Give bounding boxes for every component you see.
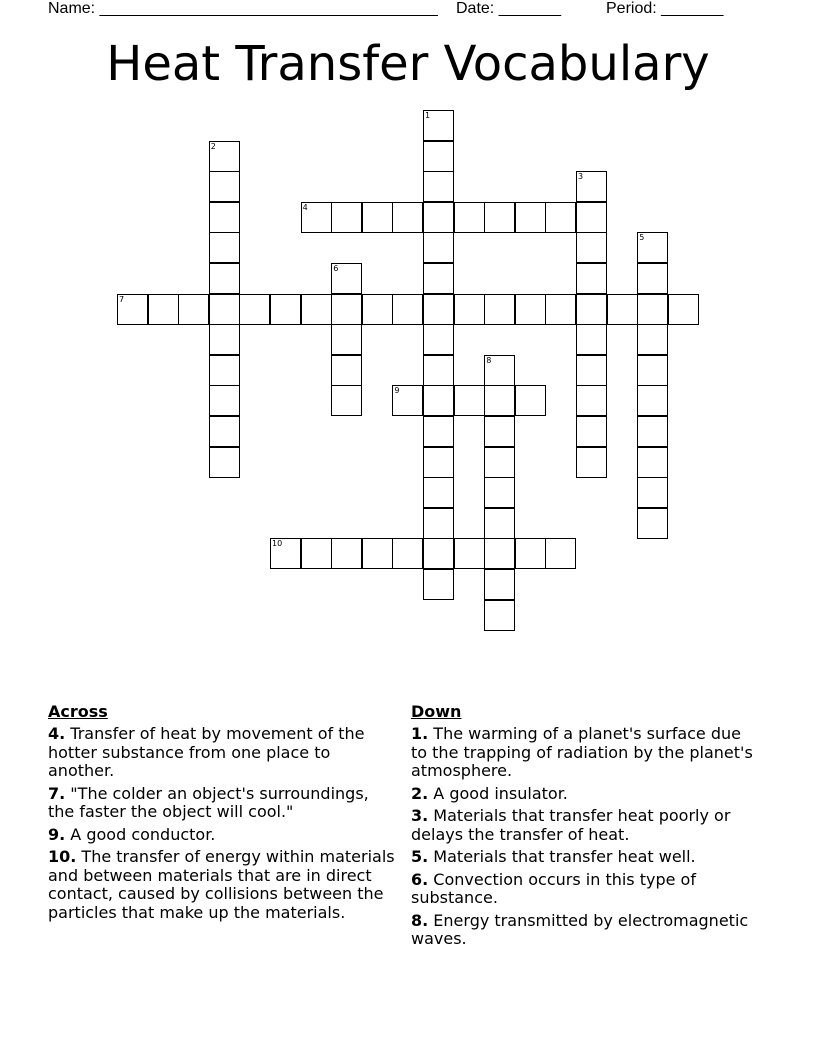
grid-cell[interactable] [423,324,454,355]
grid-cell[interactable] [484,447,515,478]
clue-number-label: 2. [411,783,429,803]
grid-cell[interactable] [209,141,240,172]
grid-cell[interactable] [209,355,240,386]
grid-cell[interactable] [576,447,607,478]
grid-cell[interactable] [484,569,515,600]
grid-cell[interactable] [270,538,301,569]
clue-number: 4 [302,202,308,212]
clue-text: Materials that transfer heat poorly or delays the transfer of heat. [411,806,731,844]
grid-cell[interactable] [423,263,454,294]
grid-cell[interactable] [209,324,240,355]
grid-cell[interactable] [209,294,240,325]
across-clue-list [48,725,398,922]
grid-cell[interactable] [209,263,240,294]
grid-cell[interactable] [423,232,454,263]
clue-text: Convection occurs in this type of substance. [411,869,696,907]
grid-cell[interactable] [392,202,423,233]
grid-cell[interactable] [484,600,515,631]
grid-cell[interactable] [331,202,362,233]
down-clues [411,702,761,953]
grid-cell[interactable] [423,294,454,325]
grid-cell[interactable] [209,232,240,263]
grid-cell[interactable] [545,294,576,325]
grid-cell[interactable] [423,385,454,416]
grid-cell[interactable] [392,385,423,416]
down-clue [411,848,761,867]
grid-cell[interactable] [423,447,454,478]
grid-cell[interactable] [484,294,515,325]
grid-cell[interactable] [484,538,515,569]
down-clue [411,725,761,781]
grid-cell[interactable] [331,324,362,355]
grid-cell[interactable] [392,294,423,325]
clue-number: 8 [486,355,492,365]
grid-cell[interactable] [484,355,515,386]
clue-number-label: 7. [48,783,66,803]
down-clue [411,912,761,949]
grid-cell[interactable] [454,385,485,416]
grid-cell[interactable] [576,416,607,447]
grid-cell[interactable] [392,538,423,569]
clue-number-label: 4. [48,724,66,743]
down-clue [411,807,761,844]
grid-cell[interactable] [331,538,362,569]
clue-text: A good conductor. [65,824,216,844]
grid-cell[interactable] [423,538,454,569]
down-clue-list [411,725,761,949]
clue-text: A good insulator. [428,783,568,803]
grid-cell[interactable] [423,569,454,600]
grid-cell[interactable] [576,355,607,386]
clue-number: 7 [119,294,125,304]
grid-cell[interactable] [362,294,393,325]
grid-cell[interactable] [637,355,668,386]
across-clue [48,725,398,781]
grid-cell[interactable] [117,294,148,325]
grid-cell[interactable] [637,232,668,263]
grid-cell[interactable] [637,508,668,539]
clue-number-label: 1. [411,724,429,743]
grid-cell[interactable] [454,202,485,233]
grid-cell[interactable] [423,202,454,233]
page-title: Heat Transfer Vocabulary [106,36,710,92]
clue-number-label: 10. [48,847,77,866]
grid-cell[interactable] [637,447,668,478]
grid-cell[interactable] [545,202,576,233]
grid-cell[interactable] [484,416,515,447]
clue-text: "The colder an object's surroundings, the faster the object will cool." [48,783,369,821]
grid-cell[interactable] [545,538,576,569]
across-clue [48,785,398,822]
clue-text: Energy transmitted by electromagnetic waves. [411,910,749,948]
grid-cell[interactable] [209,171,240,202]
across-clue [48,848,398,922]
clue-text: The transfer of energy within materials and between materials that are in direct contact, caused by collisions between the particles that make up the materials. [48,847,395,922]
down-clue [411,871,761,908]
grid-cell[interactable] [484,202,515,233]
clue-number-label: 5. [411,847,429,866]
grid-cell[interactable] [576,385,607,416]
clue-number: 2 [210,141,216,151]
grid-cell[interactable] [576,202,607,233]
grid-cell[interactable] [637,294,668,325]
clue-text: The warming of a planet's surface due to the trapping of radiation by the planet's atmosphere. [411,724,753,780]
grid-cell[interactable] [423,141,454,172]
grid-cell[interactable] [637,416,668,447]
across-heading: Across [48,702,108,721]
clue-number: 3 [578,172,584,182]
period-field[interactable]: Period: _______ [606,0,724,17]
grid-cell[interactable] [423,110,454,141]
grid-cell[interactable] [209,416,240,447]
grid-cell[interactable] [637,385,668,416]
clue-number: 9 [394,386,400,396]
clue-number: 10 [272,539,283,549]
grid-cell[interactable] [423,416,454,447]
grid-cell[interactable] [515,385,546,416]
clue-number: 5 [639,233,645,243]
grid-cell[interactable] [668,294,699,325]
grid-cell[interactable] [637,477,668,508]
down-clue [411,785,761,804]
grid-cell[interactable] [576,324,607,355]
grid-cell[interactable] [209,447,240,478]
grid-cell[interactable] [331,263,362,294]
clue-number-label: 3. [411,806,429,825]
grid-cell[interactable] [301,538,332,569]
grid-cell[interactable] [209,202,240,233]
grid-cell[interactable] [362,538,393,569]
across-clues [48,702,398,926]
date-field[interactable]: Date: _______ [456,0,561,17]
across-clue [48,826,398,845]
grid-cell[interactable] [576,263,607,294]
grid-cell[interactable] [423,477,454,508]
clue-number: 1 [425,111,431,120]
grid-cell[interactable] [148,294,179,325]
grid-cell[interactable] [301,294,332,325]
grid-cell[interactable] [423,355,454,386]
grid-cell[interactable] [209,385,240,416]
grid-cell[interactable] [331,294,362,325]
grid-cell[interactable] [331,385,362,416]
down-heading: Down [411,702,462,721]
name-field[interactable]: Name: ______________________________________ [48,0,438,17]
grid-cell[interactable] [301,202,332,233]
grid-cell[interactable] [637,263,668,294]
clue-number-label: 8. [411,910,429,930]
grid-cell[interactable] [607,294,638,325]
grid-cell[interactable] [515,538,546,569]
grid-cell[interactable] [484,385,515,416]
grid-cell[interactable] [454,538,485,569]
grid-cell[interactable] [454,294,485,325]
grid-cell[interactable] [515,202,546,233]
grid-cell[interactable] [362,202,393,233]
grid-cell[interactable] [423,508,454,539]
clue-number-label: 9. [48,824,66,844]
clue-text: Materials that transfer heat well. [428,847,696,866]
grid-cell[interactable] [270,294,301,325]
clue-number-label: 6. [411,869,429,889]
grid-cell[interactable] [239,294,270,325]
clue-text: Transfer of heat by movement of the hotter substance from one place to another. [48,724,365,780]
grid-cell[interactable] [637,324,668,355]
grid-cell[interactable] [331,355,362,386]
grid-cell[interactable] [484,477,515,508]
grid-cell[interactable] [423,171,454,202]
grid-cell[interactable] [576,171,607,202]
grid-cell[interactable] [484,508,515,539]
grid-cell[interactable] [576,294,607,325]
grid-cell[interactable] [515,294,546,325]
grid-cell[interactable] [576,232,607,263]
clue-number: 6 [333,264,339,273]
grid-cell[interactable] [178,294,209,325]
